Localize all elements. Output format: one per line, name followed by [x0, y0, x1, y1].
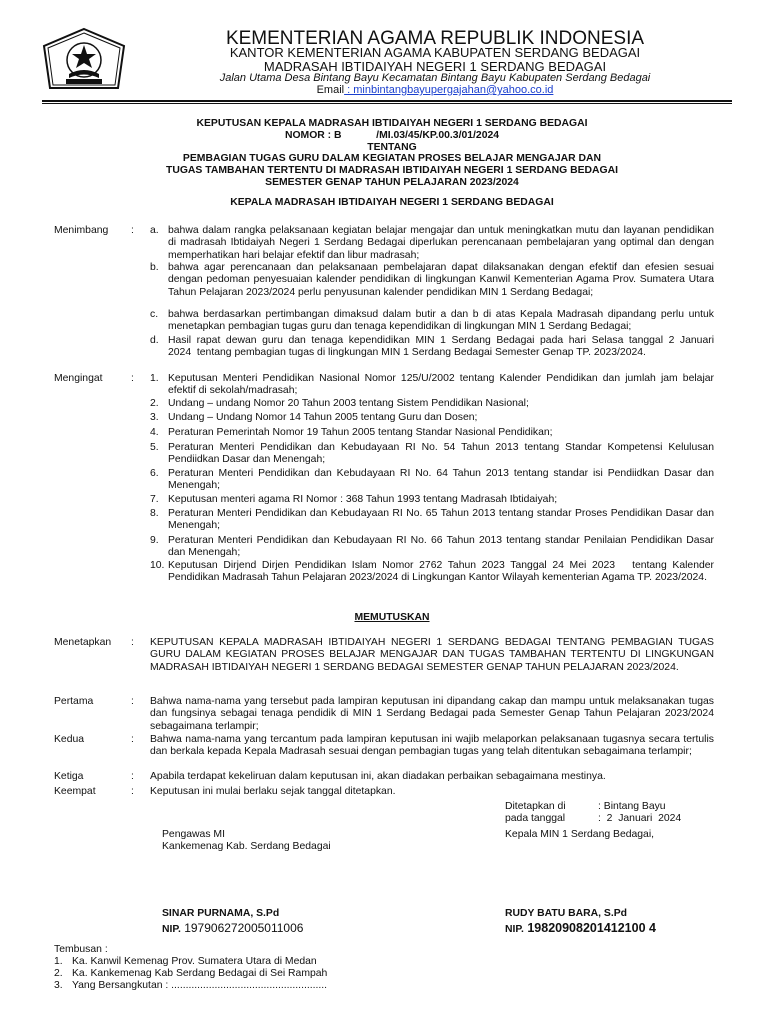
tembusan-label: Tembusan :	[54, 944, 108, 955]
pertama-label: Pertama	[54, 696, 94, 707]
mengingat-item-3: Undang – Undang Nomor 14 Tahun 2005 tentang Guru dan Dosen;	[168, 412, 478, 423]
sig-left-title2: Kankemenag Kab. Serdang Bedagai	[162, 841, 331, 852]
menimbang-label: Menimbang	[54, 225, 109, 236]
mengingat-item-4: Peraturan Pemerintah Nomor 19 Tahun 2005 tentang Standar Nasional Pendidikan;	[168, 427, 553, 438]
mengingat-mark-2: 2.	[150, 398, 159, 409]
pertama-text: Bahwa nama-nama yang tersebut pada lampiran keputusan ini dipandang cakap dan mampu untuk melaksanakan tugas dan fungsinya sebagai tenaga pendidik di MIN 1 Serdang Bedagai pada Semester Genap Tahun Pelajaran 2023/2024 sebagaimana terlampir;	[150, 696, 714, 732]
mengingat-mark-3: 3.	[150, 412, 159, 423]
mengingat-mark-7: 7.	[150, 494, 159, 505]
sig-right-nip-value: 19820908201412100 4	[523, 921, 656, 935]
sig-left-nip-value: 197906272005011006	[180, 921, 304, 935]
menetapkan-colon: :	[131, 637, 134, 648]
sig-left-title1: Pengawas MI	[162, 829, 225, 840]
tembusan-item-2: Ka. Kankemenag Kab Serdang Bedagai di Sei Rampah	[72, 968, 328, 979]
mengingat-mark-9: 9.	[150, 535, 159, 546]
kedua-label: Kedua	[54, 734, 85, 745]
mengingat-item-2: Undang – undang Nomor 20 Tahun 2003 tentang Sistem Pendidikan Nasional;	[168, 398, 529, 409]
mengingat-item-9: Peraturan Menteri Pendidikan dan Kebudayaan RI No. 66 Tahun 2013 tentang standar Penilaian Pendidikan Dasar dan Menengah;	[168, 535, 714, 559]
mengingat-item-6: Peraturan Menteri Pendidikan dan Kebudayaan RI No. 64 Tahun 2013 tentang standar isi Pendiidkan Dasar dan Menengah;	[168, 468, 714, 492]
decree-title: KEPUTUSAN KEPALA MADRASAH IBTIDAIYAH NEGERI 1 SERDANG BEDAGAI	[196, 118, 588, 129]
sig-right-nip	[505, 922, 656, 936]
menimbang-mark-b: b.	[150, 262, 159, 273]
menetapkan-text: KEPUTUSAN KEPALA MADRASAH IBTIDAIYAH NEGERI 1 SERDANG BEDAGAI TENTANG PEMBAGIAN TUGAS GURU DALAM KEGIATAN PROSES BELAJAR MENGAJAR DAN TUGAS TAMBAHAN TERTENTU DI LINGKUNGAN MADRASAH IBTIDAIYAH NEGERI 1 SERDANG BEDAGAI SEMESTER GENAP TAHUN PELAJARAN 2023/2024.	[150, 637, 714, 673]
header-school-title: MADRASAH IBTIDAIYAH NEGERI 1 SERDANG BEDAGAI	[263, 59, 607, 74]
header-email	[140, 84, 730, 97]
mengingat-mark-5: 5.	[150, 442, 159, 453]
sig-right-name: RUDY BATU BARA, S.Pd	[505, 908, 627, 919]
mengingat-item-5: Peraturan Menteri Pendidikan dan Kebudayaan RI No. 54 Tahun 2013 tentang Standar Kompetensi Kelulusan Pendiidkan Dasar dan Menengah;	[168, 442, 714, 466]
tanggal-value: : 2 Januari 2024	[598, 813, 682, 824]
menimbang-item-a: bahwa dalam rangka pelaksanaan kegiatan belajar mengajar dan untuk meningkatkan mutu dan layanan pendidikan di madrasah Ibtidaiyah Negeri 1 Serdang Bedagai diperlukan perencanaan pembelajaran yang optimal dan dengan memperhatikan hari belajar efektif dan libur madrasah;	[168, 225, 714, 261]
mengingat-mark-10: 10.	[150, 560, 165, 571]
menimbang-mark-d: d.	[150, 335, 159, 346]
header-office-title: KANTOR KEMENTERIAN AGAMA KABUPATEN SERDANG BEDAGAI	[229, 45, 641, 60]
tanggal-label: pada tanggal	[505, 813, 566, 824]
menetapkan-label: Menetapkan	[54, 637, 112, 648]
menimbang-colon: :	[131, 225, 134, 236]
menimbang-item-d: Hasil rapat dewan guru dan tenaga kependidikan MIN 1 Serdang Bedagai pada hari Selasa tanggal 2 Januari 2024 tentang pembagian tugas di lingkungan MIN 1 Serdang Bedagai Semester Genap TP. 2023/2024.	[168, 335, 738, 359]
ditetapkan-value: : Bintang Bayu	[598, 801, 666, 812]
keempat-text: Keputusan ini mulai berlaku sejak tanggal ditetapkan.	[150, 786, 396, 797]
kedua-text: Bahwa nama-nama yang tercantum pada lampiran keputusan ini wajib melaporkan pelaksanaan tugasnya secara tertulis dan berkala kepada Kepala Madrasah sesuai dengan pembagian tugas yang telah ditentukan sebagaimana terlampir;	[150, 734, 714, 758]
letterhead-rule-thin	[42, 103, 732, 104]
keempat-colon: :	[131, 786, 134, 797]
mengingat-colon: :	[131, 373, 134, 384]
header-address: Jalan Utama Desa Bintang Bayu Kecamatan Bintang Bayu Kabupaten Serdang Bedagai	[219, 72, 651, 84]
email-label: Email	[316, 84, 345, 96]
menimbang-item-c: bahwa berdasarkan pertimbangan dimaksud dalam butir a dan b di atas Kepala Madrasah dipandang perlu untuk menetapkan pembagian tugas guru dan tenaga kependidikan di lingkungan MIN 1 Serdang Bedagai;	[168, 309, 714, 333]
sig-right-nip-label: NIP.	[505, 924, 524, 935]
tembusan-mark-1: 1.	[54, 956, 63, 967]
menimbang-mark-c: c.	[150, 309, 159, 320]
mengingat-item-8: Peraturan Menteri Pendidikan dan Kebudayaan RI No. 65 Tahun 2013 tentang standar Proses Pendidikan Dasar dan Menengah;	[168, 508, 714, 532]
pertama-colon: :	[131, 696, 134, 707]
ditetapkan-label: Ditetapkan di	[505, 801, 566, 812]
header-ministry-title: KEMENTERIAN AGAMA REPUBLIK INDONESIA	[225, 28, 645, 49]
decree-authority: KEPALA MADRASAH IBTIDAIYAH NEGERI 1 SERDANG BEDAGAI	[230, 197, 554, 208]
mengingat-item-10: Keputusan Dirjend Dirjen Pendidikan Islam Nomor 2762 Tahun 2023 Tanggal 24 Mei 2023 tentang Kalender Pendidikan Madrasah Tahun Pelajaran 2023/2024 di Lingkungan Kantor Wilayah kementerian Agama TP. 2023/2024.	[168, 560, 717, 584]
mengingat-mark-4: 4.	[150, 427, 159, 438]
tembusan-item-3: Yang Bersangkutan : ......................................................	[72, 980, 328, 991]
sig-left-name: SINAR PURNAMA, S.Pd	[162, 908, 280, 919]
tembusan-mark-2: 2.	[54, 968, 63, 979]
email-link[interactable]: : minbintangbayupergajahan@yahoo.co.id	[344, 84, 554, 96]
decree-tentang: TENTANG	[367, 142, 417, 153]
ketiga-label: Ketiga	[54, 771, 84, 782]
tembusan-item-1: Ka. Kanwil Kemenag Prov. Sumatera Utara di Medan	[72, 956, 317, 967]
ministry-of-religious-affairs-logo	[36, 26, 132, 96]
sig-left-nip	[162, 922, 303, 936]
ketiga-text: Apabila terdapat kekeliruan dalam keputusan ini, akan diadakan perbaikan sebagaimana mestinya.	[150, 771, 606, 782]
decree-subject-line2: TUGAS TAMBAHAN TERTENTU DI MADRASAH IBTIDAIYAH NEGERI 1 SERDANG BEDAGAI	[165, 165, 618, 176]
mengingat-label: Mengingat	[54, 373, 103, 384]
menimbang-item-b: bahwa agar perencanaan dan pelaksanaan pembelajaran dapat dilaksanakan dengan efektif dan efesien sesuai dengan pedoman penyesuaian kalender pendidikan di lingkungan Kanwil Kementerian Agama Prov. Sumatera Utara Tahun Pelajaran 2023/2024 perlu penyusunan kalender pendidikan MIN 1 Serdang Bedagai;	[168, 262, 714, 298]
letterhead-rule-thick	[42, 100, 732, 102]
memutuskan-heading: MEMUTUSKAN	[354, 612, 430, 623]
mengingat-item-1: Keputusan Menteri Pendidikan Nasional Nomor 125/U/2002 tentang Kalender Pendidikan dan jumlah jam belajar efektif di sekolah/madrasah;	[168, 373, 714, 397]
sig-right-title1: Kepala MIN 1 Serdang Bedagai,	[505, 829, 655, 840]
decree-subject-line1: PEMBAGIAN TUGAS GURU DALAM KEGIATAN PROSES BELAJAR MENGAJAR DAN	[182, 153, 602, 164]
mengingat-mark-1: 1.	[150, 373, 159, 384]
menimbang-mark-a: a.	[150, 225, 159, 236]
decree-subject-line3: SEMESTER GENAP TAHUN PELAJARAN 2023/2024	[265, 177, 519, 188]
kedua-colon: :	[131, 734, 134, 745]
mengingat-mark-6: 6.	[150, 468, 159, 479]
ketiga-colon: :	[131, 771, 134, 782]
keempat-label: Keempat	[54, 786, 96, 797]
tembusan-mark-3: 3.	[54, 980, 63, 991]
sig-left-nip-label: NIP.	[162, 924, 181, 935]
mengingat-mark-8: 8.	[150, 508, 159, 519]
decree-number: NOMOR : B /MI.03/45/KP.00.3/01/2024	[284, 130, 500, 141]
mengingat-item-7: Keputusan menteri agama RI Nomor : 368 Tahun 1993 tentang Madrasah Ibtidaiyah;	[168, 494, 558, 505]
